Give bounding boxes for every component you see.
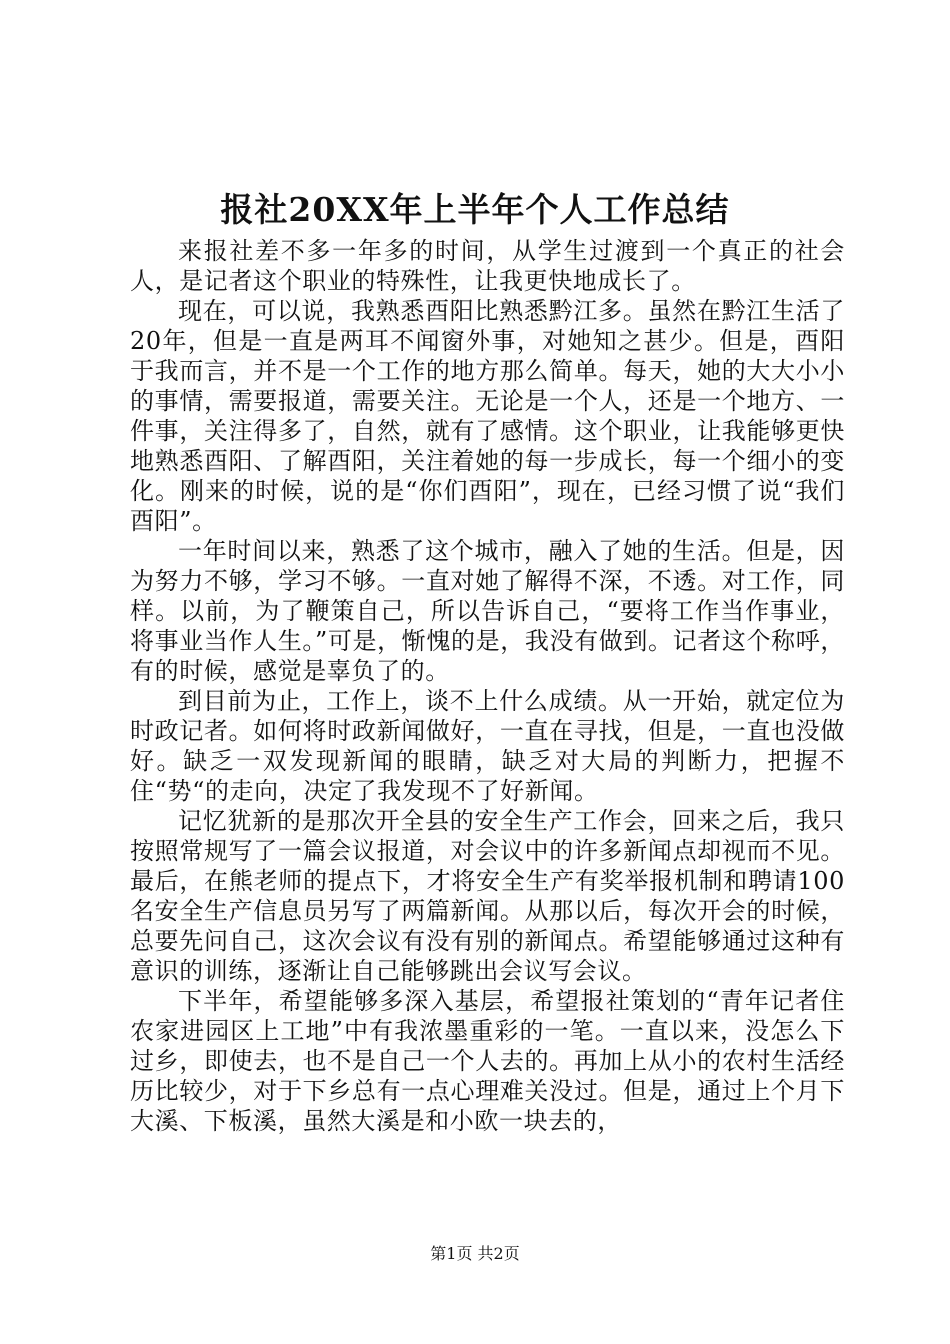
page-footer: 第1页 共2页	[430, 1244, 520, 1263]
paragraph-6: 下半年，希望能够多深入基层，希望报社策划的“青年记者住农家进园区上工地”中有我浓墨重彩的一笔。一直以来，没怎么下过乡，即使去，也不是自己一个人去的。再加上从小的农村生活经历比较少，对于下乡总有一点心理难关没过。但是，通过上个月下大溪、下板溪，虽然大溪是和小欧一块去的，	[130, 987, 845, 1135]
document-title: 报社20XX年上半年个人工作总结	[220, 190, 730, 229]
paragraph-5: 记忆犹新的是那次开全县的安全生产工作会，回来之后，我只按照常规写了一篇会议报道，对会议中的许多新闻点却视而不见。最后，在熊老师的提点下，才将安全生产有奖举报机制和聘请100名安全生产信息员另写了两篇新闻。从那以后，每次开会的时候，总要先问自己，这次会议有没有别的新闻点。希望能够通过这种有意识的训练，逐渐让自己能够跳出会议写会议。	[130, 807, 845, 985]
paragraph-3: 一年时间以来，熟悉了这个城市，融入了她的生活。但是，因为努力不够，学习不够。一直对她了解得不深，不透。对工作，同样。以前，为了鞭策自己，所以告诉自己，“要将工作当作事业，将事业当作人生。”可是，惭愧的是，我没有做到。记者这个称呼，有的时候，感觉是辜负了的。	[130, 537, 845, 685]
paragraph-2: 现在，可以说，我熟悉酉阳比熟悉黔江多。虽然在黔江生活了20年，但是一直是两耳不闻窗外事，对她知之甚少。但是，酉阳于我而言，并不是一个工作的地方那么简单。每天，她的大大小小的事情，需要报道，需要关注。无论是一个人，还是一个地方、一件事，关注得多了，自然，就有了感情。这个职业，让我能够更快地熟悉酉阳、了解酉阳，关注着她的每一步成长，每一个细小的变化。刚来的时候，说的是“你们酉阳”，现在，已经习惯了说“我们酉阳”。	[130, 297, 845, 535]
paragraph-1: 来报社差不多一年多的时间，从学生过渡到一个真正的社会人，是记者这个职业的特殊性，让我更快地成长了。	[130, 237, 845, 295]
document-body	[130, 236, 845, 1136]
paragraph-4: 到目前为止，工作上，谈不上什么成绩。从一开始，就定位为时政记者。如何将时政新闻做好，一直在寻找，但是，一直也没做好。缺乏一双发现新闻的眼睛，缺乏对大局的判断力，把握不住“势“的走向，决定了我发现不了好新闻。	[130, 687, 845, 805]
